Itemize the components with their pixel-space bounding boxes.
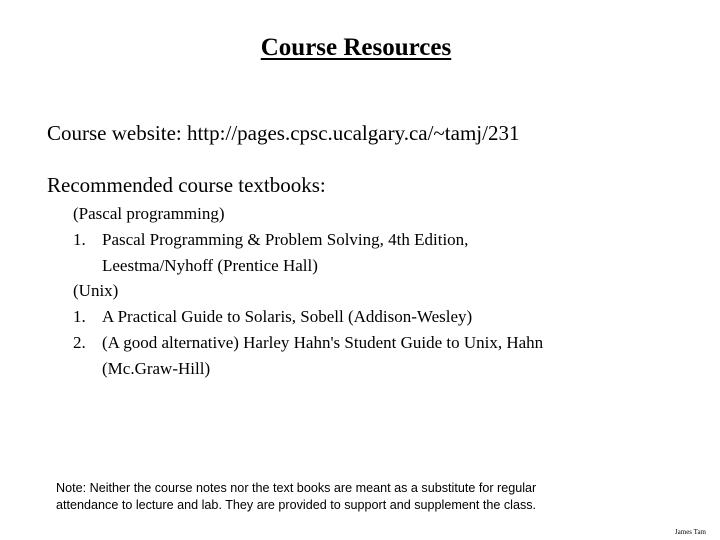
pascal-book-1-text: Pascal Programming & Problem Solving, 4th Edition, bbox=[102, 229, 469, 249]
pascal-book-1 bbox=[73, 227, 543, 253]
list-number: 2. bbox=[73, 332, 86, 352]
unix-book-1-text: A Practical Guide to Solaris, Sobell (Addison-Wesley) bbox=[102, 307, 473, 327]
note-line: attendance to lecture and lab. They are provided to support and supplement the class. bbox=[56, 497, 537, 512]
course-website-line: Course website: http://pages.cpsc.ucalgary.ca/~tamj/231 bbox=[47, 121, 520, 145]
pascal-section-header: (Pascal programming) bbox=[73, 204, 225, 223]
pascal-book-1-continuation: Leestma/Nyhoff (Prentice Hall) bbox=[102, 255, 318, 275]
author-credit: James Tam bbox=[674, 528, 706, 536]
note-line: Note: Neither the course notes nor the text books are meant as a substitute for regular bbox=[56, 481, 537, 495]
unix-book-2-text: (A good alternative) Harley Hahn's Student Guide to Unix, Hahn bbox=[102, 332, 544, 352]
disclaimer-note bbox=[56, 480, 666, 513]
page-title: Course Resources bbox=[260, 34, 452, 61]
unix-book-2-continuation: (Mc.Graw-Hill) bbox=[102, 358, 211, 378]
list-number: 1. bbox=[73, 229, 86, 249]
textbooks-heading: Recommended course textbooks: bbox=[47, 173, 326, 197]
list-number: 1. bbox=[73, 307, 86, 327]
unix-book-1 bbox=[73, 304, 543, 330]
unix-book-2 bbox=[73, 330, 543, 356]
unix-section-header: (Unix) bbox=[73, 281, 119, 301]
textbook-list bbox=[73, 201, 543, 382]
